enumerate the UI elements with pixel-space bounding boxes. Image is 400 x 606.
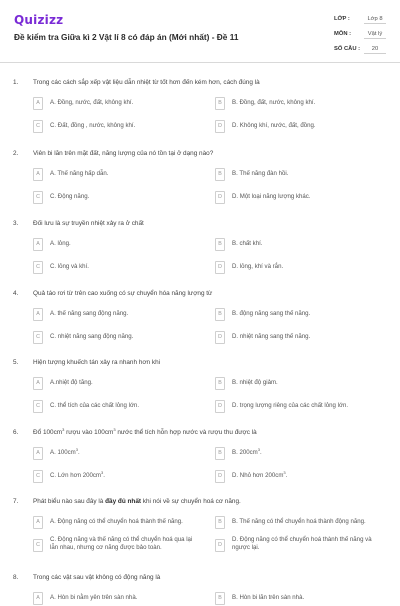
- option-letter: D: [215, 400, 225, 413]
- question-number: 5.: [13, 359, 19, 366]
- option-text: B. động năng sang thế năng.: [232, 310, 311, 317]
- option-a[interactable]: [33, 97, 203, 111]
- option-letter: A: [33, 238, 43, 251]
- option-letter: C: [33, 261, 43, 274]
- option-b[interactable]: [215, 516, 390, 530]
- option-letter: B: [215, 516, 225, 529]
- option-letter: B: [215, 168, 225, 181]
- option-text: A. Hòn bi nằm yên trên sàn nhà.: [50, 594, 138, 601]
- option-a[interactable]: [33, 168, 203, 182]
- option-b[interactable]: [215, 238, 390, 252]
- option-text: C. Đất, đồng , nước, không khí.: [50, 122, 136, 129]
- option-text: B. $200cm^3$.: [232, 446, 262, 456]
- quizizz-logo: Quizizz: [14, 13, 64, 27]
- option-letter: C: [33, 400, 43, 413]
- option-letter: A: [33, 516, 43, 529]
- option-text: B. nhiệt độ giảm.: [232, 379, 278, 386]
- option-d[interactable]: [215, 120, 390, 134]
- question-number: 6.: [13, 429, 19, 436]
- question-number: 7.: [13, 498, 19, 505]
- option-text: B. Hòn bi lăn trên sàn nhà.: [232, 594, 305, 601]
- option-text: A. thế năng sang động năng.: [50, 310, 129, 317]
- option-letter: A: [33, 377, 43, 390]
- option-text: D. Không khí, nước, đất, đồng.: [232, 122, 316, 129]
- option-letter: B: [215, 97, 225, 110]
- option-b[interactable]: [215, 97, 390, 111]
- option-letter: C: [33, 191, 43, 204]
- option-a[interactable]: [33, 592, 203, 606]
- subject-value: Vật lý: [364, 31, 386, 39]
- option-letter: D: [215, 470, 225, 483]
- option-b[interactable]: [215, 377, 390, 391]
- option-a[interactable]: [33, 447, 203, 461]
- question-number: 4.: [13, 290, 19, 297]
- option-letter: C: [33, 331, 43, 344]
- option-text: A. lỏng.: [50, 240, 71, 247]
- option-a[interactable]: [33, 516, 203, 530]
- option-text: B. Thế năng đàn hồi.: [232, 170, 289, 177]
- option-b[interactable]: [215, 168, 390, 182]
- option-letter: B: [215, 377, 225, 390]
- option-text: C. Lớn hơn $200cm^3$.: [50, 469, 105, 479]
- page-title: Đề kiểm tra Giữa kì 2 Vật lí 8 có đáp án (Mới nhất) - Đề 11: [14, 32, 239, 42]
- option-c[interactable]: [33, 331, 203, 345]
- option-text: D. Nhỏ hơn $200cm^3$.: [232, 469, 288, 479]
- option-a[interactable]: [33, 377, 203, 391]
- option-d[interactable]: [215, 536, 390, 556]
- header: [0, 0, 400, 63]
- option-letter: C: [33, 120, 43, 133]
- question-text: Quả táo rơi từ trên cao xuống có sự chuyển hóa năng lượng từ: [33, 290, 213, 297]
- option-text: C. Động năng và thế năng có thể chuyển hoá qua lại lẫn nhau, nhưng cơ năng được bảo toàn.: [50, 536, 193, 551]
- option-text: D. Động năng có thể chuyển hoá thành thế năng và ngược lại.: [232, 536, 372, 551]
- question-number: 2.: [13, 150, 19, 157]
- question-text: Hiện tượng khuếch tán xảy ra nhanh hơn khi: [33, 359, 161, 366]
- option-letter: B: [215, 592, 225, 605]
- option-letter: D: [215, 331, 225, 344]
- option-text: C. thể tích của các chất lỏng lớn.: [50, 402, 140, 409]
- question-count-label: SỐ CÂU :: [334, 46, 361, 52]
- class-value: Lớp 8: [364, 16, 386, 24]
- option-letter: A: [33, 168, 43, 181]
- option-letter: C: [33, 539, 43, 552]
- option-c[interactable]: [33, 191, 203, 205]
- option-c[interactable]: [33, 536, 203, 556]
- option-d[interactable]: [215, 400, 390, 414]
- option-c[interactable]: [33, 400, 203, 414]
- subject-label: MÔN :: [334, 31, 352, 37]
- option-d[interactable]: [215, 470, 390, 484]
- question-text: Viên bi lăn trên mặt đất, năng lượng của nó tồn tại ở dạng nào?: [33, 150, 214, 157]
- option-a[interactable]: [33, 308, 203, 322]
- option-text: C. lỏng và khí.: [50, 263, 89, 270]
- question-number: 3.: [13, 220, 19, 227]
- option-letter: D: [215, 539, 225, 552]
- question-number: 8.: [13, 574, 19, 581]
- option-letter: B: [215, 447, 225, 460]
- option-letter: A: [33, 308, 43, 321]
- option-text: B. chất khí.: [232, 240, 263, 247]
- question-text: Phát biểu nào sau đây là đầy đủ nhất khi nói về sự chuyển hoá cơ năng.: [33, 498, 241, 505]
- question-text: Đổ $100cm^3$ rượu vào $100cm^3$ nước thể tích hỗn hợp nước và rượu thu được là: [33, 426, 257, 436]
- option-d[interactable]: [215, 191, 390, 205]
- option-text: B. Đồng, đất, nước, không khí.: [232, 99, 316, 106]
- question-count-value: 20: [364, 46, 386, 54]
- option-c[interactable]: [33, 261, 203, 275]
- option-text: B. Thế năng có thể chuyển hoá thành động năng.: [232, 518, 366, 525]
- option-letter: A: [33, 592, 43, 605]
- option-text: D. Một loại năng lượng khác.: [232, 193, 311, 200]
- option-letter: D: [215, 191, 225, 204]
- option-text: C. Động năng.: [50, 193, 90, 200]
- option-text: A. $100cm^3$.: [50, 446, 80, 456]
- option-b[interactable]: [215, 447, 390, 461]
- option-a[interactable]: [33, 238, 203, 252]
- question-text: Đối lưu là sự truyền nhiệt xảy ra ở chất: [33, 220, 144, 227]
- option-text: A. Thế năng hấp dẫn.: [50, 170, 109, 177]
- option-text: D. lỏng, khí và rắn.: [232, 263, 284, 270]
- option-d[interactable]: [215, 331, 390, 345]
- question-number: 1.: [13, 79, 19, 86]
- option-letter: D: [215, 120, 225, 133]
- option-c[interactable]: [33, 470, 203, 484]
- option-d[interactable]: [215, 261, 390, 275]
- question-text: Trong các vật sau vật không có động năng là: [33, 574, 161, 581]
- option-b[interactable]: [215, 592, 390, 606]
- option-b[interactable]: [215, 308, 390, 322]
- option-letter: A: [33, 97, 43, 110]
- option-text: D. trọng lượng riêng của các chất lỏng lớn.: [232, 402, 349, 409]
- option-letter: D: [215, 261, 225, 274]
- option-text: A.nhiệt độ tăng.: [50, 379, 93, 386]
- option-letter: B: [215, 238, 225, 251]
- option-text: D. nhiệt năng sang thế năng.: [232, 333, 311, 340]
- question-text: Trong các cách sắp xếp vật liệu dẫn nhiệt từ tốt hơn đến kém hơn, cách đúng là: [33, 79, 260, 86]
- class-label: LỚP :: [334, 16, 350, 22]
- option-text: C. nhiệt năng sang động năng.: [50, 333, 134, 340]
- option-letter: B: [215, 308, 225, 321]
- option-letter: A: [33, 447, 43, 460]
- option-text: A. Đồng, nước, đất, không khí.: [50, 99, 134, 106]
- option-c[interactable]: [33, 120, 203, 134]
- option-text: A. Động năng có thể chuyển hoá thành thế năng.: [50, 518, 183, 525]
- option-letter: C: [33, 470, 43, 483]
